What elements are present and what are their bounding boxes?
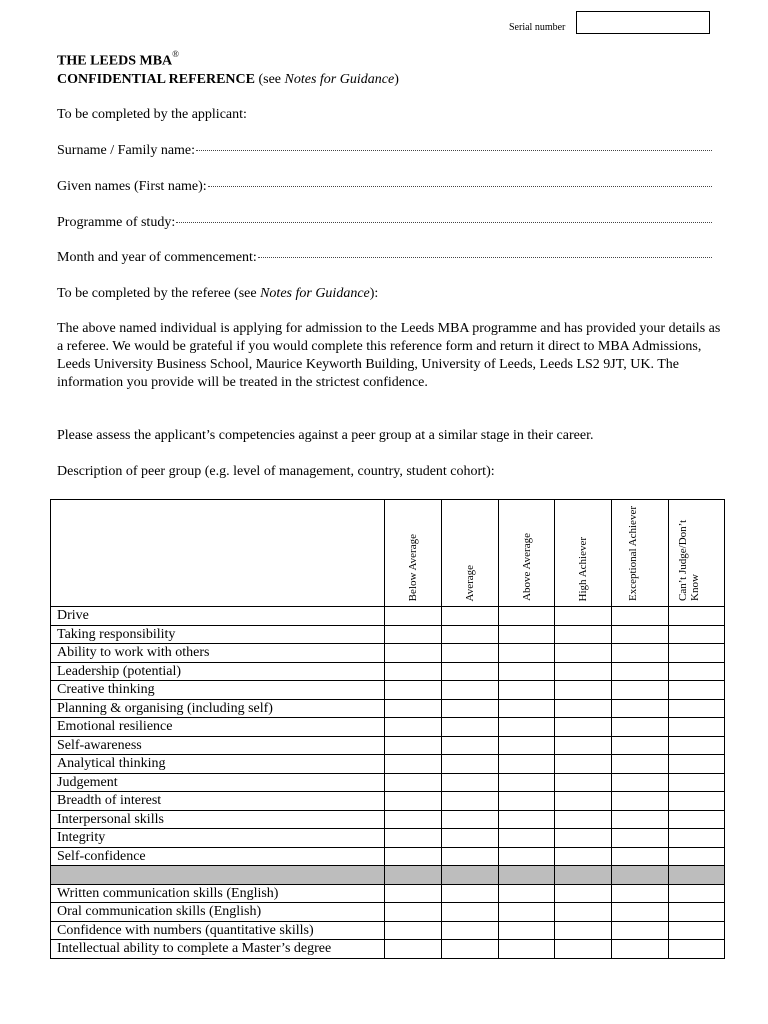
given-names-field[interactable] [57, 179, 712, 195]
competency-label: Written communication skills (English) [51, 884, 385, 903]
column-header [442, 500, 499, 607]
rating-cell[interactable] [385, 940, 442, 959]
rating-cell[interactable] [385, 884, 442, 903]
rating-cell[interactable] [442, 736, 499, 755]
rating-cell[interactable] [499, 755, 555, 774]
rating-cell[interactable] [442, 625, 499, 644]
competency-label [51, 866, 385, 885]
rating-cell[interactable] [499, 625, 555, 644]
competency-label: Self-confidence [51, 847, 385, 866]
rating-cell[interactable] [385, 847, 442, 866]
given-names-input-line[interactable] [208, 185, 712, 187]
rating-cell[interactable] [612, 921, 669, 940]
rating-cell[interactable] [669, 607, 725, 626]
rating-cell[interactable] [669, 625, 725, 644]
competency-label: Emotional resilience [51, 718, 385, 737]
rating-cell[interactable] [442, 884, 499, 903]
rating-cell[interactable] [669, 940, 725, 959]
surname-label: Surname / Family name: [57, 143, 196, 158]
column-header [555, 500, 612, 607]
competency-label: Intellectual ability to complete a Master’s degree [51, 940, 385, 959]
rating-cell[interactable] [612, 810, 669, 829]
rating-cell[interactable] [499, 736, 555, 755]
subtitle-post: ) [394, 72, 399, 87]
rating-cell [555, 866, 612, 885]
rating-cell[interactable] [555, 884, 612, 903]
rating-cell[interactable] [555, 607, 612, 626]
rating-cell[interactable] [442, 903, 499, 922]
rating-cell [499, 866, 555, 885]
rating-cell[interactable] [669, 736, 725, 755]
rating-cell[interactable] [669, 884, 725, 903]
rating-cell[interactable] [442, 847, 499, 866]
rating-cell[interactable] [385, 755, 442, 774]
rating-cell[interactable] [612, 940, 669, 959]
rating-cell[interactable] [669, 921, 725, 940]
rating-cell[interactable] [499, 810, 555, 829]
rating-cell[interactable] [385, 699, 442, 718]
column-label: Exceptional Achiever [627, 506, 639, 601]
rating-cell[interactable] [555, 903, 612, 922]
rating-cell[interactable] [555, 681, 612, 700]
table-row [51, 644, 725, 663]
commencement-label: Month and year of commencement: [57, 250, 257, 265]
table-row [51, 718, 725, 737]
table-row [51, 903, 725, 922]
rating-cell[interactable] [385, 625, 442, 644]
referee-notes-ref: Notes for Guidance [260, 286, 370, 301]
rating-cell[interactable] [612, 662, 669, 681]
competency-label: Confidence with numbers (quantitative skills) [51, 921, 385, 940]
table-row [51, 699, 725, 718]
rating-cell[interactable] [499, 773, 555, 792]
rating-cell[interactable] [499, 644, 555, 663]
table-row [51, 773, 725, 792]
header-blank-cell [51, 500, 385, 607]
rating-cell[interactable] [669, 681, 725, 700]
column-header [499, 500, 555, 607]
column-label: Below Average [407, 533, 419, 601]
column-label: Above Average [520, 533, 533, 601]
rating-cell[interactable] [442, 773, 499, 792]
rating-cell[interactable] [669, 699, 725, 718]
competency-label: Breadth of interest [51, 792, 385, 811]
rating-cell[interactable] [442, 681, 499, 700]
table-row [51, 792, 725, 811]
table-row [51, 884, 725, 903]
table-row [51, 847, 725, 866]
rating-cell[interactable] [669, 662, 725, 681]
competency-label: Drive [51, 607, 385, 626]
rating-cell[interactable] [442, 940, 499, 959]
rating-cell[interactable] [612, 847, 669, 866]
rating-cell[interactable] [555, 736, 612, 755]
programme-input-line[interactable] [176, 221, 712, 223]
rating-cell[interactable] [669, 829, 725, 848]
table-row [51, 681, 725, 700]
rating-cell[interactable] [385, 829, 442, 848]
rating-cell[interactable] [385, 718, 442, 737]
rating-cell[interactable] [385, 736, 442, 755]
programme-field[interactable] [57, 215, 712, 231]
rating-cell[interactable] [612, 736, 669, 755]
rating-cell[interactable] [442, 921, 499, 940]
column-label: Can’t Judge/Don’t Know [676, 519, 701, 601]
competency-label: Taking responsibility [51, 625, 385, 644]
rating-cell[interactable] [385, 681, 442, 700]
referee-intro-post: ): [369, 286, 379, 301]
rating-cell[interactable] [385, 903, 442, 922]
rating-cell [385, 866, 442, 885]
table-row [51, 810, 725, 829]
rating-cell[interactable] [612, 903, 669, 922]
rating-cell[interactable] [669, 792, 725, 811]
rating-cell[interactable] [555, 718, 612, 737]
column-header [612, 500, 669, 607]
rating-cell[interactable] [385, 662, 442, 681]
competency-label: Interpersonal skills [51, 810, 385, 829]
rating-cell[interactable] [385, 792, 442, 811]
rating-cell[interactable] [555, 940, 612, 959]
rating-cell[interactable] [385, 644, 442, 663]
rating-cell[interactable] [612, 607, 669, 626]
table-row [51, 662, 725, 681]
rating-cell[interactable] [555, 625, 612, 644]
notes-for-guidance-ref: Notes for Guidance [284, 72, 395, 87]
rating-cell[interactable] [499, 847, 555, 866]
form-subtitle [57, 72, 399, 88]
table-row [51, 736, 725, 755]
column-header [385, 500, 442, 607]
rating-cell[interactable] [442, 718, 499, 737]
rating-cell[interactable] [499, 903, 555, 922]
rating-cell[interactable] [612, 644, 669, 663]
rating-cell[interactable] [555, 810, 612, 829]
competency-label: Judgement [51, 773, 385, 792]
table-row [51, 607, 725, 626]
rating-cell[interactable] [385, 810, 442, 829]
column-header [669, 500, 725, 607]
referee-intro-pre: To be completed by the referee (see [57, 286, 261, 301]
rating-cell[interactable] [669, 718, 725, 737]
competency-label: Ability to work with others [51, 644, 385, 663]
rating-cell[interactable] [499, 940, 555, 959]
referee-intro [57, 286, 378, 302]
rating-cell[interactable] [555, 755, 612, 774]
rating-cell[interactable] [612, 829, 669, 848]
table-row [51, 755, 725, 774]
rating-cell[interactable] [499, 718, 555, 737]
commencement-input-line[interactable] [258, 256, 712, 258]
rating-cell [612, 866, 669, 885]
commencement-field[interactable] [57, 250, 712, 266]
referee-paragraph: The above named individual is applying for admission to the Leeds MBA programme and has provided your details as a referee. We would be grateful if you would complete this reference form and return it direct to MBA Admissions, Leeds University Business School, Maurice Keyworth Building, University of Leeds, Leeds LS2 9JT, UK. The information you provide will be treated in the strictest confidence. [57, 321, 721, 390]
form-title-text: THE LEEDS MBA [57, 53, 173, 69]
rating-cell[interactable] [385, 921, 442, 940]
rating-cell[interactable] [499, 792, 555, 811]
rating-cell[interactable] [669, 644, 725, 663]
rating-cell[interactable] [442, 699, 499, 718]
rating-cell[interactable] [612, 699, 669, 718]
rating-cell[interactable] [499, 607, 555, 626]
table-header-row [51, 500, 725, 607]
registered-mark: ® [172, 49, 179, 59]
assess-instruction: Please assess the applicant’s competencies against a peer group at a similar stage in their career. [57, 428, 594, 443]
rating-cell[interactable] [442, 829, 499, 848]
column-label: Average [464, 564, 476, 601]
rating-cell[interactable] [612, 681, 669, 700]
surname-field[interactable] [57, 143, 712, 159]
rating-cell[interactable] [612, 718, 669, 737]
competency-label: Planning & organising (including self) [51, 699, 385, 718]
rating-cell[interactable] [612, 773, 669, 792]
rating-cell[interactable] [555, 792, 612, 811]
applicant-intro: To be completed by the applicant: [57, 107, 247, 122]
rating-cell[interactable] [442, 755, 499, 774]
rating-cell[interactable] [442, 792, 499, 811]
programme-label: Programme of study: [57, 215, 176, 230]
rating-cell[interactable] [669, 773, 725, 792]
rating-cell[interactable] [612, 884, 669, 903]
rating-cell[interactable] [612, 792, 669, 811]
table-row [51, 829, 725, 848]
competency-label: Creative thinking [51, 681, 385, 700]
rating-cell[interactable] [612, 755, 669, 774]
rating-cell[interactable] [499, 662, 555, 681]
rating-cell[interactable] [442, 607, 499, 626]
rating-cell[interactable] [555, 699, 612, 718]
given-names-label: Given names (First name): [57, 179, 207, 194]
rating-cell[interactable] [555, 921, 612, 940]
rating-cell[interactable] [555, 829, 612, 848]
subtitle-pre: (see [254, 72, 285, 87]
rating-cell[interactable] [499, 681, 555, 700]
rating-cell[interactable] [442, 662, 499, 681]
peer-group-prompt: Description of peer group (e.g. level of management, country, student cohort): [57, 464, 495, 479]
column-label: High Achiever [577, 536, 589, 601]
rating-cell [669, 866, 725, 885]
surname-input-line[interactable] [196, 149, 712, 151]
rating-cell[interactable] [555, 847, 612, 866]
rating-cell[interactable] [669, 847, 725, 866]
rating-cell[interactable] [499, 884, 555, 903]
table-row [51, 625, 725, 644]
rating-cell[interactable] [555, 644, 612, 663]
rating-cell[interactable] [442, 644, 499, 663]
competency-label: Integrity [51, 829, 385, 848]
serial-number-field[interactable] [576, 11, 710, 34]
competency-label: Leadership (potential) [51, 662, 385, 681]
table-row [51, 940, 725, 959]
competency-label: Oral communication skills (English) [51, 903, 385, 922]
rating-cell[interactable] [555, 662, 612, 681]
rating-cell[interactable] [555, 773, 612, 792]
competency-label: Self-awareness [51, 736, 385, 755]
competency-table [50, 499, 725, 959]
rating-cell[interactable] [499, 829, 555, 848]
form-title [57, 51, 179, 70]
competency-label: Analytical thinking [51, 755, 385, 774]
rating-cell[interactable] [499, 921, 555, 940]
rating-cell [442, 866, 499, 885]
rating-cell[interactable] [612, 625, 669, 644]
rating-cell[interactable] [385, 773, 442, 792]
table-row [51, 921, 725, 940]
serial-number-label: Serial number [509, 22, 566, 33]
subtitle-bold: CONFIDENTIAL REFERENCE [57, 72, 255, 87]
rating-cell[interactable] [669, 903, 725, 922]
rating-cell[interactable] [385, 607, 442, 626]
rating-cell[interactable] [669, 755, 725, 774]
rating-cell[interactable] [442, 810, 499, 829]
rating-cell[interactable] [499, 699, 555, 718]
table-separator-row [51, 866, 725, 885]
rating-cell[interactable] [669, 810, 725, 829]
